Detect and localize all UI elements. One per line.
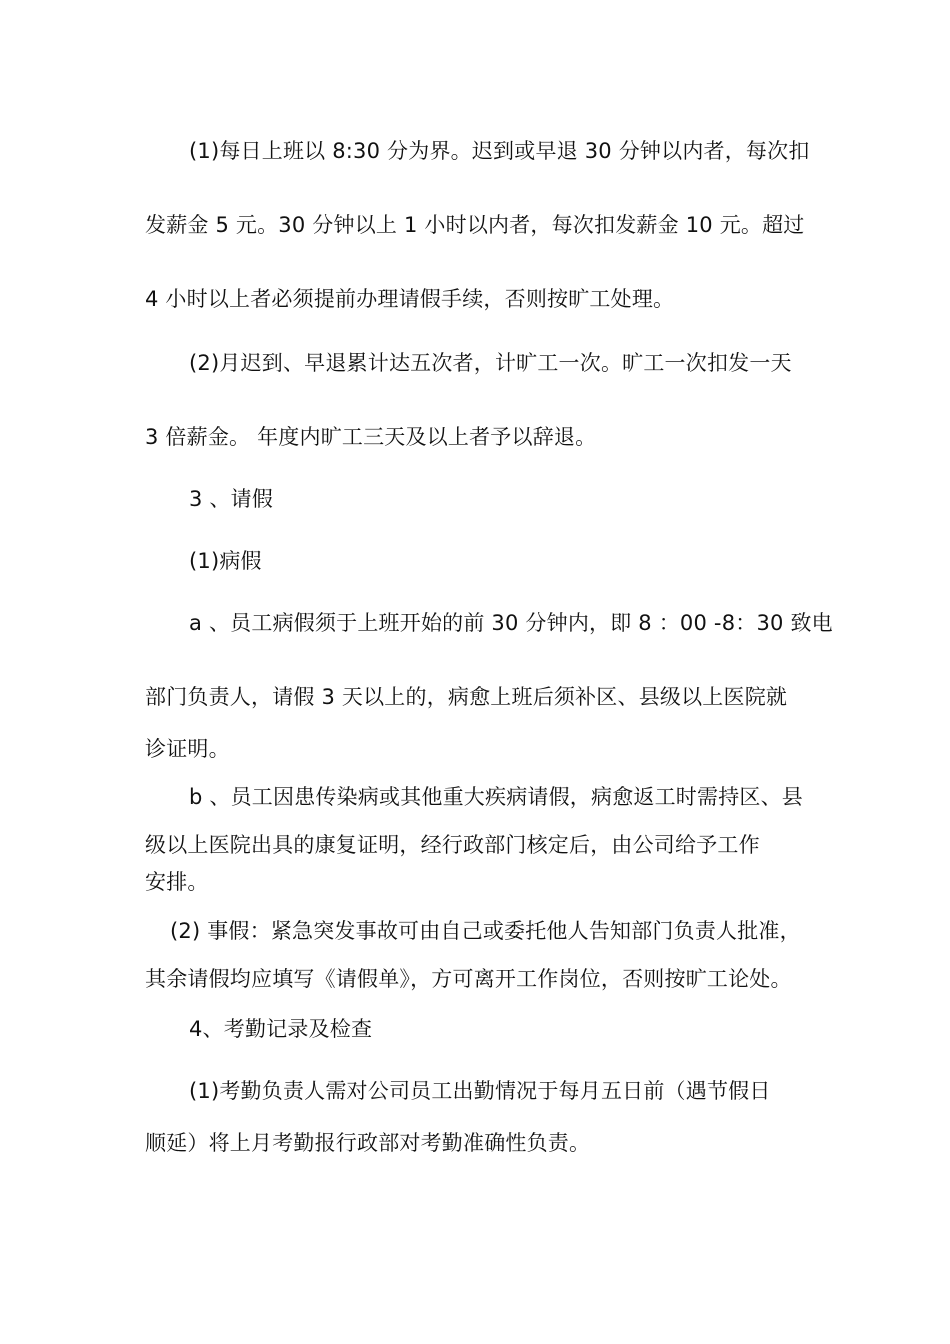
paragraph-line: 部门负责人，请假 3 天以上的，病愈上班后须补区、县级以上医院就: [145, 685, 788, 709]
paragraph-line: 其余请假均应填写《请假单》，方可离开工作岗位，否则按旷工论处。: [145, 967, 792, 991]
section-heading: 3 、请假: [189, 487, 274, 511]
paragraph-line: 3 倍薪金。 年度内旷工三天及以上者予以辞退。: [145, 425, 597, 449]
paragraph-line: (1)每日上班以 8:30 分为界。迟到或早退 30 分钟以内者，每次扣: [189, 139, 810, 163]
paragraph-line: 级以上医院出具的康复证明，经行政部门核定后，由公司给予工作: [145, 833, 760, 857]
paragraph-line: (1)考勤负责人需对公司员工出勤情况于每月五日前（遇节假日: [189, 1079, 771, 1103]
paragraph-line: a 、员工病假须于上班开始的前 30 分钟内，即 8 ：00 -8：30 致电: [189, 611, 833, 635]
subsection-heading: (1)病假: [189, 549, 262, 573]
paragraph-line: 发薪金 5 元。30 分钟以上 1 小时以内者，每次扣发薪金 10 元。超过: [145, 213, 805, 237]
paragraph-line: 安排。: [145, 870, 209, 894]
paragraph-line: (2)月迟到、早退累计达五次者，计旷工一次。旷工一次扣发一天: [189, 351, 792, 375]
paragraph-line: 诊证明。: [145, 737, 230, 761]
paragraph-line: 顺延）将上月考勤报行政部对考勤准确性负责。: [145, 1131, 591, 1155]
paragraph-line: b 、员工因患传染病或其他重大疾病请假，病愈返工时需持区、县: [189, 785, 804, 809]
paragraph-line: 4 小时以上者必须提前办理请假手续，否则按旷工处理。: [145, 287, 675, 311]
section-heading: 4、考勤记录及检查: [189, 1017, 373, 1041]
paragraph-line: (2) 事假：紧急突发事故可由自己或委托他人告知部门负责人批准，: [170, 919, 801, 943]
